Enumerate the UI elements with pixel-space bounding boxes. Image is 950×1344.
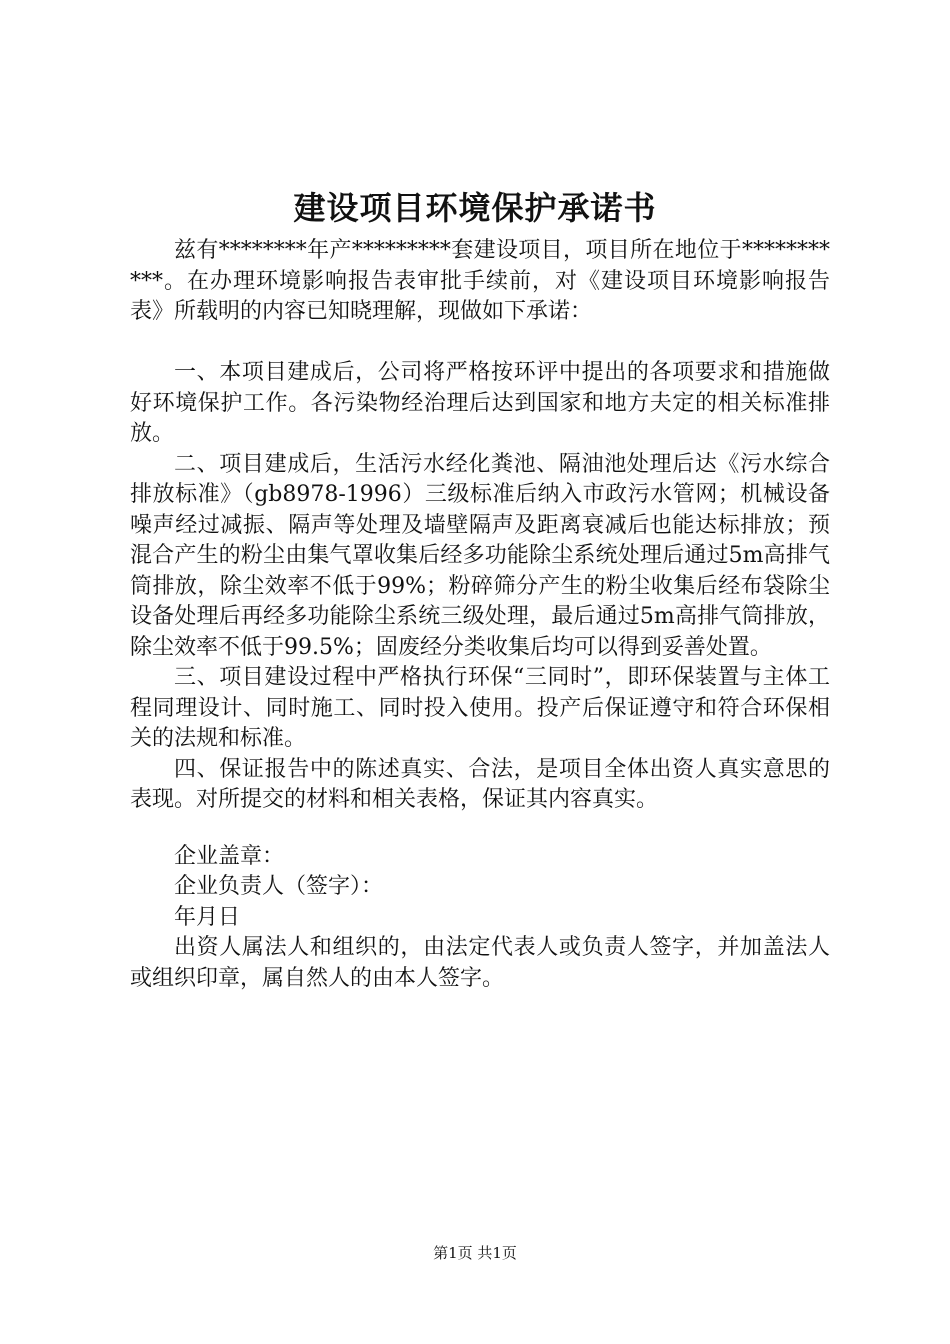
blank-line	[130, 816, 830, 842]
blank-line	[130, 328, 830, 359]
intro-paragraph: 兹有********年产*********套建设项目，项目所在地位于***********。在办理环境影响报告表审批手续前，对《建设项目环境影响报告表》所载明的内容已知晓理解，现做如下承诺：	[130, 238, 830, 324]
seal-label: 企业盖章：	[174, 843, 285, 869]
date-label: 年月日	[174, 904, 241, 930]
page-footer: 第1页 共1页	[433, 1244, 517, 1262]
signer-label: 企业负责人（签字）：	[174, 874, 384, 899]
document-body	[130, 236, 830, 994]
commitment-paragraph-2: 二、项目建成后，生活污水经化粪池、隔油池处理后达《污水综合排放标准》（gb8978-1996）三级标准后纳入市政污水管网；机械设备噪声经过减振、隔声等处理及墙壁隔声及距离衰减后也能达标排放；预混合产生的粉尘由集气罩收集后经多功能除尘系统处理后通过5m高排气筒排放，除尘效率不低于99%；粉碎筛分产生的粉尘收集后经布袋除尘设备处理后再经多功能除尘系统三级处理，最后通过5m高排气筒排放，除尘效率不低于99.5%；固废经分类收集后均可以得到妥善处置。	[130, 451, 830, 660]
document-title: 建设项目环境保护承诺书	[293, 189, 657, 227]
commitment-paragraph-1: 一、本项目建成后，公司将严格按环评中提出的各项要求和措施做好环境保护工作。各污染物经治理后达到国家和地方夫定的相关标准排放。	[130, 360, 830, 446]
signature-note: 出资人属法人和组织的，由法定代表人或负责人签字，并加盖法人或组织印章，属自然人的由本人签字。	[130, 935, 830, 991]
commitment-paragraph-4: 四、保证报告中的陈述真实、合法，是项目全体出资人真实意思的表现。对所提交的材料和相关表格，保证其内容真实。	[130, 756, 830, 812]
commitment-paragraph-3: 三、项目建设过程中严格执行环保“三同时”，即环保装置与主体工程同理设计、同时施工、同时投入使用。投产后保证遵守和符合环保相关的法规和标准。	[130, 665, 830, 751]
